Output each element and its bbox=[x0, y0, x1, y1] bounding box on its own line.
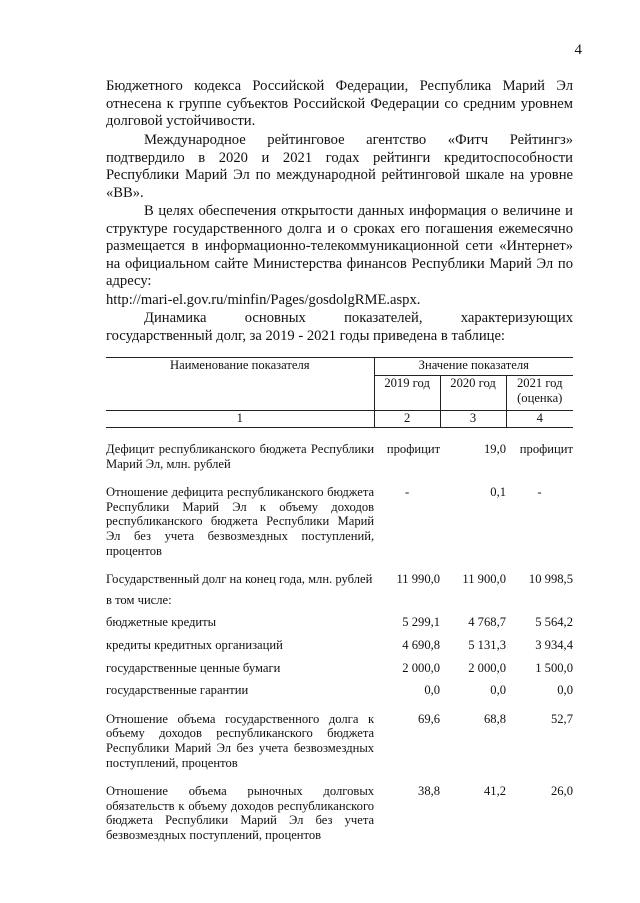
paragraph-budget-code: Бюджетного кодекса Российской Федерации, Республика Марий Эл отнесена к группе субъектов Российской Федерации со средним уровнем долговой устойчивости. bbox=[106, 78, 573, 130]
value-2020: 19,0 bbox=[483, 442, 507, 456]
paragraph-openness: В целях обеспечения открытости данных информация о величине и структуре государственного долга и о сроках его погашения ежемесячно размещается в информационно-телекоммуникационной сети «Интернет» на официальном сайте Министерства финансов Республики Марий Эл по адресу: bbox=[106, 203, 573, 290]
value-2019: профицит bbox=[386, 442, 441, 456]
table-row bbox=[106, 572, 573, 587]
header-col-number-2: 2 bbox=[374, 411, 440, 428]
row-label: в том числе: bbox=[106, 592, 172, 607]
header-indicator-name: Наименование показателя bbox=[106, 358, 374, 411]
value-2020: 41,2 bbox=[483, 784, 507, 799]
row-label: Отношение объема рыночных долговых обязательств к объему доходов республиканского бюджета Республики Марий Эл без учета безвозмездных поступлений, процентов bbox=[106, 784, 375, 842]
value-2021: 3 934,4 bbox=[535, 637, 573, 652]
header-year-2020: 2020 год bbox=[440, 376, 506, 411]
header-col-number-4: 4 bbox=[506, 411, 573, 428]
table-row bbox=[106, 442, 573, 471]
value-2021: - bbox=[537, 485, 542, 500]
value-2021: 5 564,2 bbox=[535, 615, 573, 630]
paragraph-dynamics: Динамика основных показателей, характеризующих государственный долг, за 2019 - 2021 годы приведена в таблице: bbox=[106, 310, 573, 344]
value-2020: 5 131,3 bbox=[468, 637, 507, 652]
row-label: Отношение дефицита республиканского бюджета Республики Марий Эл к объему доходов республиканского бюджета Республики Марий Эл без учета безвозмездных поступлений, процентов bbox=[106, 485, 375, 558]
header-col-number-1: 1 bbox=[106, 411, 374, 428]
value-2021: 0,0 bbox=[557, 683, 573, 698]
value-2019: 11 990,0 bbox=[396, 572, 441, 587]
value-2019: - bbox=[404, 485, 410, 500]
row-label: Государственный долг на конец года, млн. рублей bbox=[106, 572, 373, 587]
value-2019: 2 000,0 bbox=[402, 660, 441, 675]
value-2019: 69,6 bbox=[418, 711, 441, 726]
table-row bbox=[106, 587, 573, 608]
value-2021: 10 998,5 bbox=[528, 572, 573, 587]
row-label: кредиты кредитных организаций bbox=[106, 637, 283, 652]
value-2019: 4 690,8 bbox=[402, 637, 441, 652]
paragraph-fitch-rating: Международное рейтинговое агентство «Фитч Рейтингз» подтвердило в 2020 и 2021 годах рейтинги кредитоспособности Республики Марий Эл по международной рейтинговой шкале на уровне «BB». bbox=[106, 132, 573, 201]
value-2020: 2 000,0 bbox=[468, 660, 507, 675]
row-label: Дефицит республиканского бюджета Республики Марий Эл, млн. рублей bbox=[106, 442, 375, 471]
value-2020: 68,8 bbox=[483, 711, 507, 726]
row-label: Отношение объема государственного долга к объему доходов республиканского бюджета Республики Марий Эл без учета безвозмездных поступлений, процентов bbox=[106, 711, 375, 770]
row-label: государственные гарантии bbox=[106, 683, 249, 698]
table-row bbox=[106, 485, 573, 558]
page-number: 4 bbox=[574, 42, 582, 58]
header-year-2019: 2019 год bbox=[374, 376, 440, 411]
table-row bbox=[106, 712, 573, 770]
table-row bbox=[106, 675, 573, 698]
value-2020: 11 900,0 bbox=[462, 572, 507, 587]
paragraph-url: http://mari-el.gov.ru/minfin/Pages/gosdolgRME.aspx. bbox=[106, 292, 421, 308]
value-2020: 0,1 bbox=[490, 485, 507, 500]
value-2019: 0,0 bbox=[424, 683, 441, 698]
table-row bbox=[106, 784, 573, 842]
value-2021: 1 500,0 bbox=[535, 660, 573, 675]
table-row bbox=[106, 630, 573, 653]
value-2021: профицит bbox=[519, 442, 573, 456]
row-label: бюджетные кредиты bbox=[106, 615, 217, 630]
value-2020: 0,0 bbox=[490, 683, 507, 698]
table-row bbox=[106, 607, 573, 630]
header-year-2021: 2021 год (оценка) bbox=[506, 376, 573, 411]
header-value-group: Значение показателя bbox=[374, 358, 573, 376]
row-label: государственные ценные бумаги bbox=[106, 660, 281, 675]
value-2021: 52,7 bbox=[550, 711, 573, 726]
value-2019: 5 299,1 bbox=[402, 615, 441, 630]
value-2021: 26,0 bbox=[550, 784, 573, 799]
value-2019: 38,8 bbox=[418, 784, 441, 799]
debt-indicators-table bbox=[106, 357, 573, 842]
table-row bbox=[106, 653, 573, 676]
value-2020: 4 768,7 bbox=[468, 615, 507, 630]
header-col-number-3: 3 bbox=[440, 411, 506, 428]
